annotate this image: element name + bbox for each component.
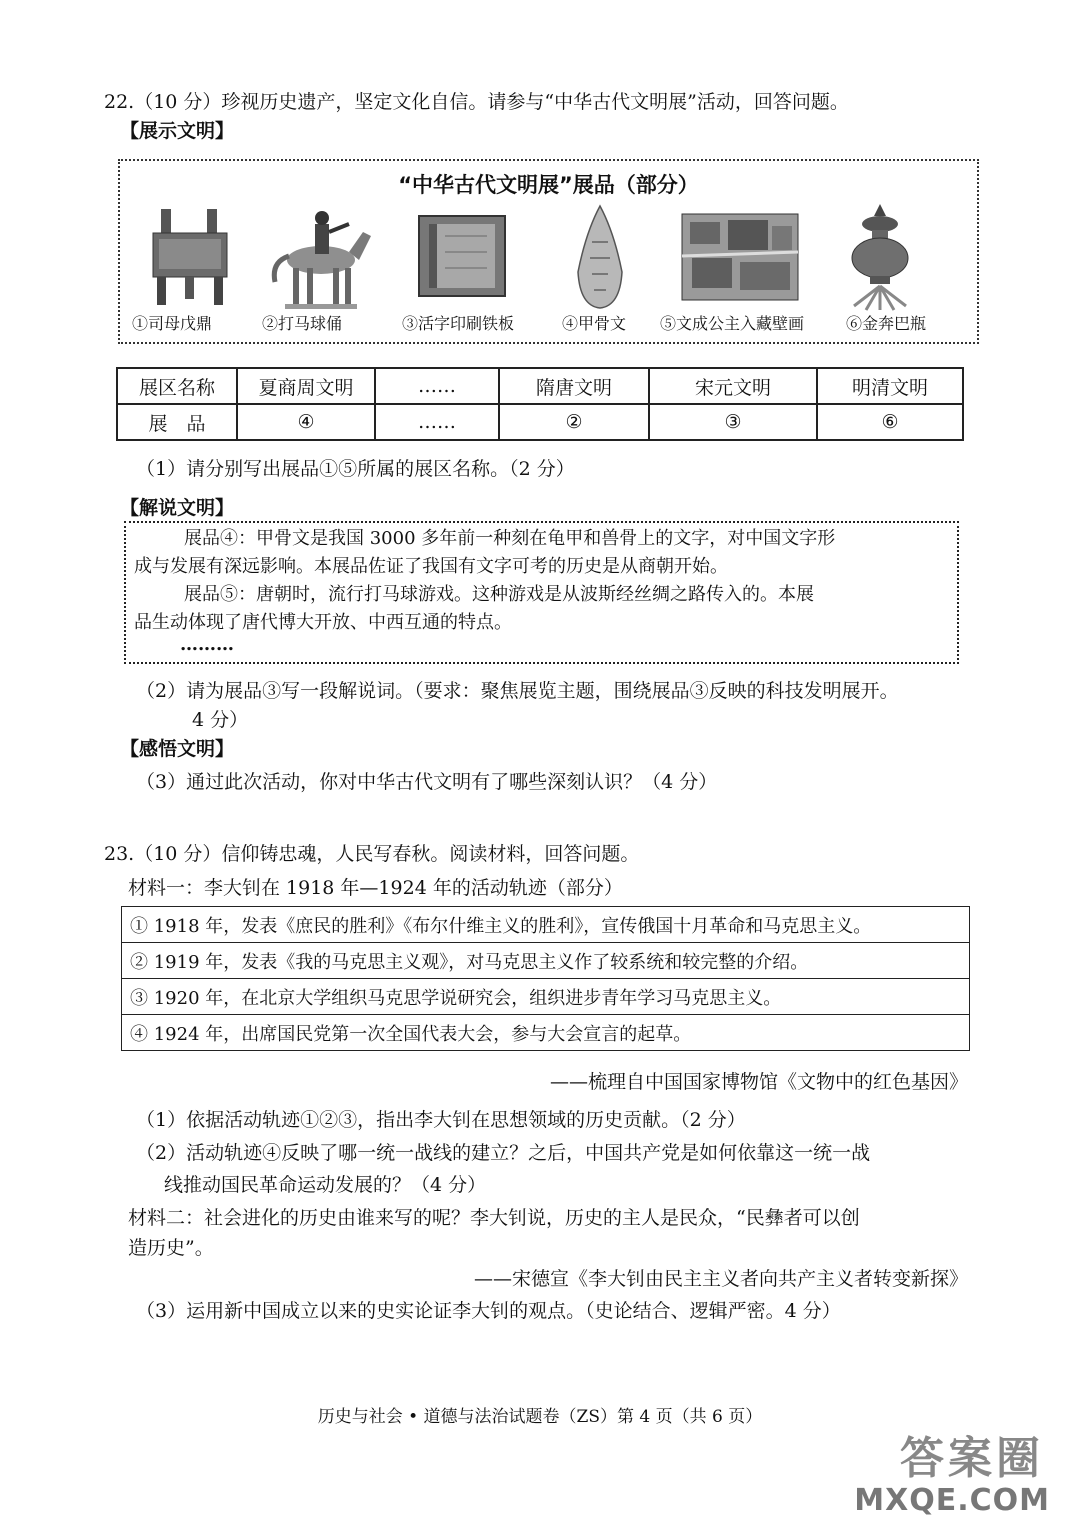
- caption-4: ④甲骨文: [562, 314, 627, 333]
- page-footer: 历史与社会 • 道德与法治试题卷（ZS）第 4 页（共 6 页）: [317, 1407, 763, 1427]
- table-cell: ① 1918 年，发表《庶民的胜利》《布尔什维主义的胜利》，宣传俄国十月革命和马克思主义。: [122, 907, 970, 943]
- exhibit-panel: [118, 159, 979, 344]
- table-cell: ……: [375, 404, 499, 440]
- explanation-box: [124, 521, 959, 664]
- table-row: [122, 907, 970, 943]
- artifact-mural-image: [665, 201, 815, 313]
- explain-ellipsis: ………: [180, 634, 234, 655]
- q23-title: 23.（10 分）信仰铸忠魂，人民写春秋。阅读材料，回答问题。: [104, 843, 640, 865]
- table-cell: 展区名称: [117, 368, 237, 404]
- artifact-ding-image: [125, 201, 255, 313]
- table-cell: 明清文明: [817, 368, 963, 404]
- table-cell: ④: [237, 404, 375, 440]
- table-cell: 展 品: [117, 404, 237, 440]
- table-cell: 夏商周文明: [237, 368, 375, 404]
- table-row: [122, 943, 970, 979]
- q22-sub1: （1）请分别写出展品①⑤所属的展区名称。（2 分）: [136, 458, 575, 480]
- explain-line: 品生动体现了唐代博大开放、中西互通的特点。: [134, 612, 512, 633]
- q22-section-explain: 【解说文明】: [120, 497, 235, 519]
- material1-table: [121, 906, 970, 1051]
- q23-sub1: （1）依据活动轨迹①②③，指出李大钊在思想领域的历史贡献。（2 分）: [136, 1109, 746, 1131]
- material2-source: ——宋德宣《李大钊由民主主义者向共产主义者转变新探》: [473, 1268, 968, 1290]
- table-cell: ③ 1920 年，在北京大学组织马克思学说研究会，组织进步青年学习马克思主义。: [122, 979, 970, 1015]
- table-row: [117, 404, 963, 440]
- q22-sub2-line2: 4 分）: [192, 709, 249, 731]
- explain-line: 展品④：甲骨文是我国 3000 多年前一种刻在龟甲和兽骨上的文字，对中国文字形: [184, 528, 836, 549]
- artifact-golden-urn-image: [815, 201, 945, 313]
- material1-source: ——梳理自中国国家博物馆《文物中的红色基因》: [549, 1071, 968, 1093]
- table-cell: 隋唐文明: [499, 368, 649, 404]
- table-cell: ……: [375, 368, 499, 404]
- q22-section-reflect: 【感悟文明】: [120, 738, 235, 760]
- table-cell: ② 1919 年，发表《我的马克思主义观》，对马克思主义作了较系统和较完整的介绍。: [122, 943, 970, 979]
- table-row: [122, 1015, 970, 1051]
- watermark-logo-text: 答案圈: [900, 1433, 1044, 1484]
- explain-line: 成与发展有深远影响。本展品佐证了我国有文字可考的历史是从商朝开始。: [134, 556, 728, 577]
- explain-line: 展品⑤：唐朝时，流行打马球游戏。这种游戏是从波斯经丝绸之路传入的。本展: [184, 584, 814, 605]
- table-row: [122, 979, 970, 1015]
- exhibit-zone-table: [116, 367, 964, 441]
- caption-6: ⑥金奔巴瓶: [846, 314, 927, 333]
- q22-title: 22.（10 分）珍视历史遗产，坚定文化自信。请参与“中华古代文明展”活动，回答问题。: [104, 91, 849, 113]
- artifact-iron-plate-image: [397, 201, 527, 313]
- artifact-oracle-bone-image: [535, 201, 665, 313]
- q22-section-display: 【展示文明】: [120, 120, 235, 142]
- table-cell: ④ 1924 年，出席国民党第一次全国代表大会，参与大会宣言的起草。: [122, 1015, 970, 1051]
- caption-2: ②打马球俑: [262, 314, 343, 333]
- caption-3: ③活字印刷铁板: [402, 314, 515, 333]
- table-cell: ⑥: [817, 404, 963, 440]
- table-cell: ③: [649, 404, 817, 440]
- q23-material1-intro: 材料一：李大钊在 1918 年—1924 年的活动轨迹（部分）: [128, 877, 623, 899]
- q23-material2-line2: 造历史”。: [128, 1237, 214, 1259]
- q22-sub2-line1: （2）请为展品③写一段解说词。（要求：聚焦展览主题，围绕展品③反映的科技发明展开。: [136, 680, 899, 702]
- q23-sub3: （3）运用新中国成立以来的史实论证李大钊的观点。（史论结合、逻辑严密。4 分）: [136, 1300, 841, 1322]
- table-cell: 宋元文明: [649, 368, 817, 404]
- q23-sub2-line2: 线推动国民革命运动发展的？（4 分）: [164, 1174, 487, 1196]
- q23-sub2-line1: （2）活动轨迹④反映了哪一统一战线的建立？之后，中国共产党是如何依靠这一统一战: [136, 1142, 871, 1164]
- q23-material2-line1: 材料二：社会进化的历史由谁来写的呢？李大钊说，历史的主人是民众，“民彝者可以创: [128, 1207, 860, 1229]
- artifact-polo-figurine-image: [255, 201, 385, 313]
- caption-1: ①司母戊鼎: [132, 314, 213, 333]
- table-cell: ②: [499, 404, 649, 440]
- table-row: [117, 368, 963, 404]
- exhibit-title: “中华古代文明展”展品（部分）: [398, 173, 699, 197]
- q22-sub3: （3）通过此次活动，你对中华古代文明有了哪些深刻认识？（4 分）: [136, 771, 718, 793]
- caption-5: ⑤文成公主入藏壁画: [660, 314, 805, 333]
- watermark-site: MXQE.COM: [854, 1483, 1050, 1518]
